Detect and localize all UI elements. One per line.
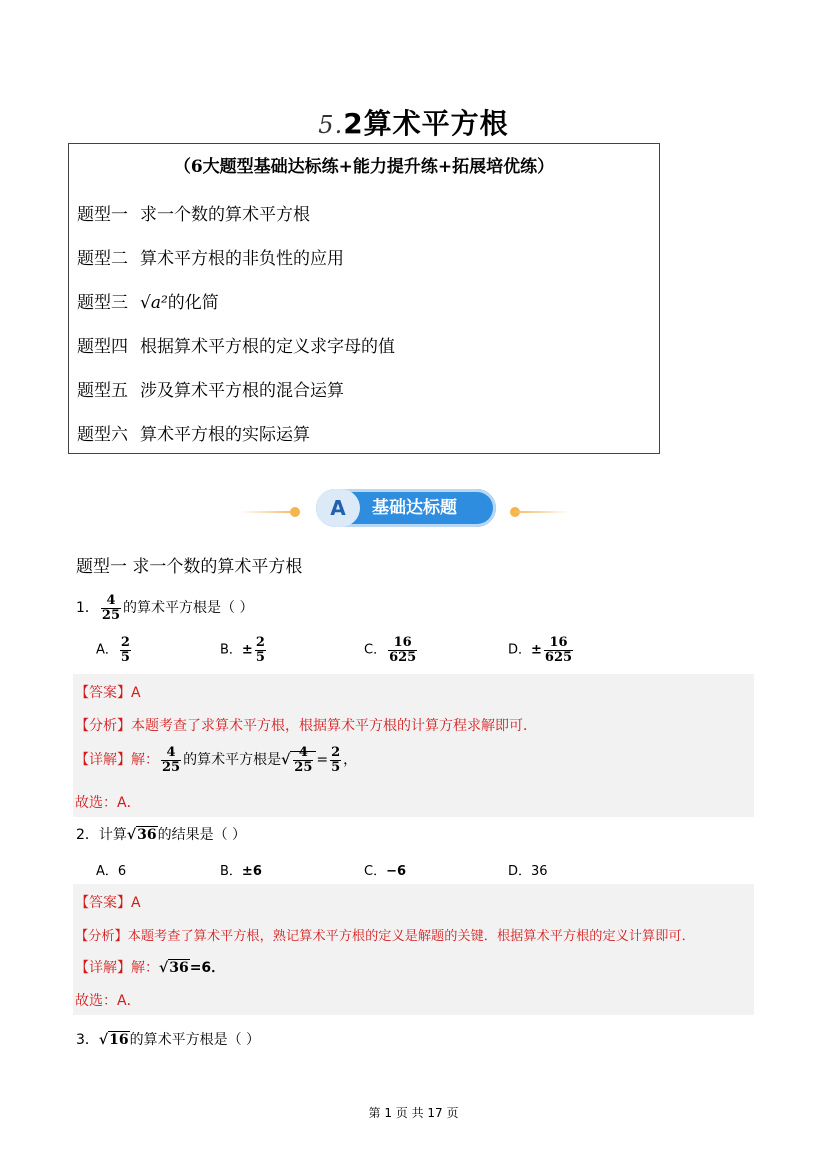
q1-analysis: 【分析】本题考查了求算术平方根，根据算术平方根的计算方程求解即可． <box>75 718 537 734</box>
q1-answer: 【答案】A <box>75 685 141 701</box>
q2-choose: 故选：A． <box>75 993 141 1009</box>
banner-dot-left <box>290 507 300 517</box>
title-text: 2算术平方根 <box>343 107 509 140</box>
q2-detail: 【详解】解：√36=6． <box>75 960 226 976</box>
toc-item-4: 题型四 根据算术平方根的定义求字母的值 <box>77 337 395 357</box>
q1-option-c: C． $\frac{16}{625}$ <box>364 635 417 665</box>
q2-option-b: B．±6 <box>220 864 262 879</box>
q2-analysis: 【分析】本题考查了算术平方根，熟记算术平方根的定义是解题的关键．根据算术平方根的定义计算即可． <box>75 929 695 944</box>
title-prefix: 5. <box>318 111 344 139</box>
page-footer: 第 1 页 共 17 页 <box>368 1106 459 1120</box>
toc-item-1: 题型一 求一个数的算术平方根 <box>77 205 310 225</box>
banner-line-left <box>240 511 296 513</box>
q2-option-d: D．36 <box>508 864 548 879</box>
toc-item-3: 题型三 √a²的化简 <box>77 293 219 313</box>
section-pill <box>316 489 496 527</box>
q1-answer-box <box>73 674 754 817</box>
question-2: 2．计算√36的结果是（ ） <box>76 827 247 843</box>
q2-answer: 【答案】A <box>75 895 141 911</box>
q1-choose: 故选：A． <box>75 795 141 811</box>
toc-subtitle: （6大题型基础达标练+能力提升练+拓展培优练） <box>173 157 555 177</box>
section-name: 基础达标题 <box>372 498 457 518</box>
toc-item-5: 题型五 涉及算术平方根的混合运算 <box>77 381 344 401</box>
section-banner <box>240 488 570 528</box>
q2-option-c: C．−6 <box>364 864 407 879</box>
q1-detail: 【详解】解： $\frac{4}{25}$ 的算术平方根是√ $\frac{4}{25}$ = $\frac{2}{5}$ ， <box>75 745 358 775</box>
section-letter: A <box>316 489 360 527</box>
question-type-box <box>68 143 660 454</box>
q1-option-b: B．± $\frac{2}{5}$ <box>220 635 265 665</box>
page-title <box>0 102 827 142</box>
question-1: 1． $\frac{4}{25}$ 的算术平方根是（ ） <box>76 593 254 623</box>
q2-option-a: A．6 <box>96 864 127 879</box>
toc-item-6: 题型六 算术平方根的实际运算 <box>77 425 310 445</box>
q1-option-a: A． $\frac{2}{5}$ <box>96 635 130 665</box>
banner-line-right <box>514 511 570 513</box>
q1-fraction: $\frac{4}{25}$ <box>101 593 121 623</box>
sqrt-a-squared: √a² <box>140 293 168 313</box>
q2-answer-box <box>73 884 754 1015</box>
question-3: 3．√16的算术平方根是（ ） <box>76 1032 261 1048</box>
q1-option-d: D．± $\frac{16}{625}$ <box>508 635 573 665</box>
type-heading: 题型一 求一个数的算术平方根 <box>76 557 303 577</box>
toc-item-2: 题型二 算术平方根的非负性的应用 <box>77 249 344 269</box>
